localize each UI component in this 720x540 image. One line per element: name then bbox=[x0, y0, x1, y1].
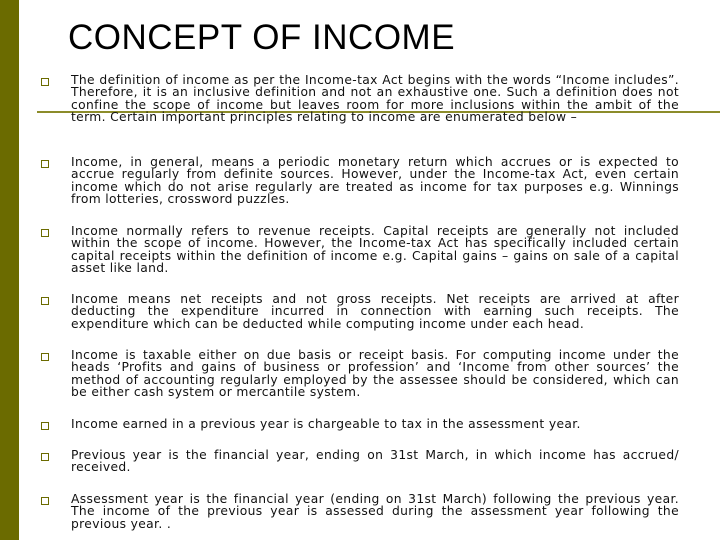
bullet-text: Income is taxable either on due basis or receipt basis. For computing income under the heads ‘Profits and gains of business or profession’ and ‘Income from other sources’ the method of accounting regularly employed by the assessee should be considered, which can be either cash system or mercantile system. bbox=[71, 348, 679, 400]
square-bullet-icon bbox=[41, 353, 49, 361]
square-bullet-icon bbox=[41, 78, 49, 86]
bullet-text: Income normally refers to revenue receipts. Capital receipts are generally not included within the scope of income. However, the Income-tax Act has specifically included certain capital receipts within the definition of income e.g. Capital gains – gains on sale of a capital asset like land. bbox=[71, 224, 679, 276]
bullet-text: Income means net receipts and not gross receipts. Net receipts are arrived at after deducting the expenditure incurred in connection with earning such receipts. The expenditure which can be deducted while computing income under each head. bbox=[71, 292, 679, 331]
bullet-text: Income earned in a previous year is chargeable to tax in the assessment year. bbox=[71, 417, 581, 431]
square-bullet-icon bbox=[41, 453, 49, 461]
bullet-text: The definition of income as per the Income-tax Act begins with the words “Income includes”. Therefore, it is an inclusive definition and not an exhaustive one. Such a definition does not confine the scope of income but leaves room for more inclusions within the ambit of the term. Certain important principles relating to income are enumerated below – bbox=[71, 73, 679, 125]
bullet-text: Assessment year is the financial year (ending on 31st March) following the previous year. The income of the previous year is assessed during the assessment year following the previous year. . bbox=[71, 492, 679, 531]
square-bullet-icon bbox=[41, 497, 49, 505]
square-bullet-icon bbox=[41, 422, 49, 430]
bullet-text: Income, in general, means a periodic monetary return which accrues or is expected to accrue regularly from definite sources. However, under the Income-tax Act, even certain income which do not arise regularly are treated as income for tax purposes e.g. Winnings from lotteries, crossword puzzles. bbox=[71, 155, 679, 207]
slide-title: CONCEPT OF INCOME bbox=[68, 18, 456, 57]
square-bullet-icon bbox=[41, 229, 49, 237]
square-bullet-icon bbox=[41, 160, 49, 168]
bullet-text: Previous year is the financial year, ending on 31st March, in which income has accrued/ received. bbox=[71, 448, 679, 475]
square-bullet-icon bbox=[41, 297, 49, 305]
